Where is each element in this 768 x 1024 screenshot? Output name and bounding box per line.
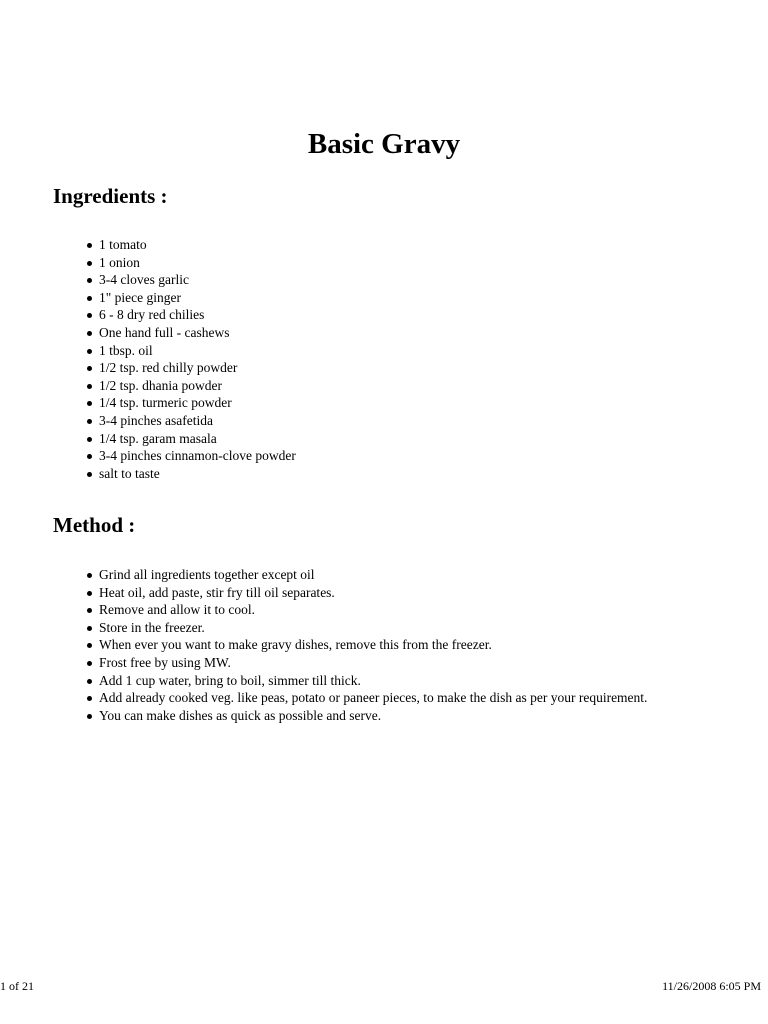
method-step: You can make dishes as quick as possible and serve. bbox=[99, 707, 659, 725]
ingredient-item: 1 tomato bbox=[99, 236, 659, 254]
ingredient-item: 3-4 cloves garlic bbox=[99, 271, 659, 289]
ingredient-item: 1 tbsp. oil bbox=[99, 342, 659, 360]
ingredient-item: 1/2 tsp. red chilly powder bbox=[99, 359, 659, 377]
ingredient-item: 1/4 tsp. turmeric powder bbox=[99, 394, 659, 412]
ingredient-item: 1 onion bbox=[99, 254, 659, 272]
ingredient-item: salt to taste bbox=[99, 465, 659, 483]
method-list bbox=[99, 566, 659, 724]
ingredients-heading: Ingredients : bbox=[53, 184, 168, 208]
ingredient-item: One hand full - cashews bbox=[99, 324, 659, 342]
ingredients-list bbox=[99, 236, 659, 482]
ingredient-item: 1" piece ginger bbox=[99, 289, 659, 307]
print-timestamp: 11/26/2008 6:05 PM bbox=[662, 979, 761, 993]
ingredient-item: 3-4 pinches asafetida bbox=[99, 412, 659, 430]
page-number: 1 of 21 bbox=[0, 979, 34, 993]
method-step: Add 1 cup water, bring to boil, simmer till thick. bbox=[99, 672, 659, 690]
method-heading: Method : bbox=[53, 513, 136, 537]
page-title: Basic Gravy bbox=[307, 128, 461, 160]
ingredient-item: 3-4 pinches cinnamon-clove powder bbox=[99, 447, 659, 465]
ingredient-item: 1/4 tsp. garam masala bbox=[99, 430, 659, 448]
method-step: Remove and allow it to cool. bbox=[99, 601, 659, 619]
method-step: Heat oil, add paste, stir fry till oil separates. bbox=[99, 584, 659, 602]
method-step: Add already cooked veg. like peas, potato or paneer pieces, to make the dish as per your requirement. bbox=[99, 689, 659, 707]
method-step: Store in the freezer. bbox=[99, 619, 659, 637]
method-step: Grind all ingredients together except oil bbox=[99, 566, 659, 584]
ingredient-item: 6 - 8 dry red chilies bbox=[99, 306, 659, 324]
ingredient-item: 1/2 tsp. dhania powder bbox=[99, 377, 659, 395]
method-step: When ever you want to make gravy dishes, remove this from the freezer. bbox=[99, 636, 659, 654]
method-step: Frost free by using MW. bbox=[99, 654, 659, 672]
